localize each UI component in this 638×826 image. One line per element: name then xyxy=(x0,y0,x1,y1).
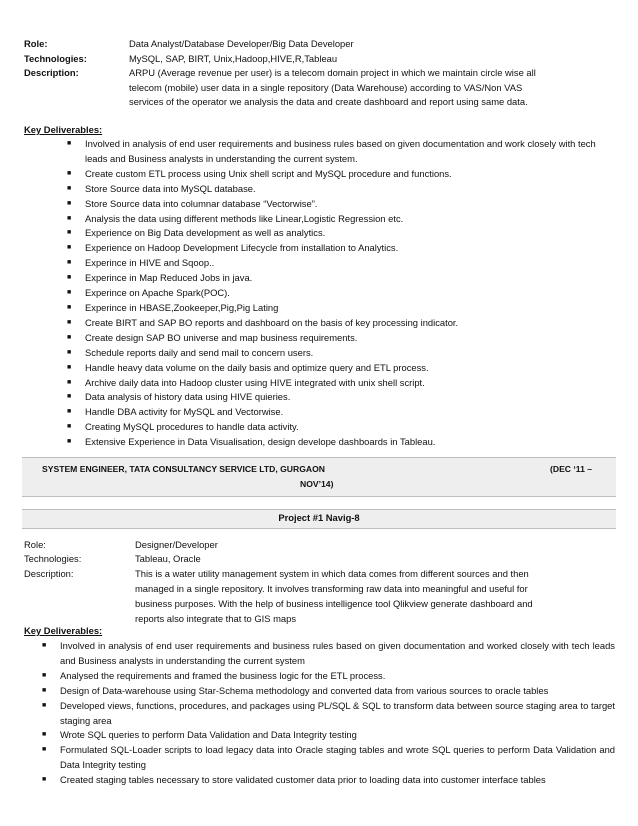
list-item: ■ Involved in analysis of end user requirements and business rules based on given documentation and work closely with tech leads and Business analysts in understanding the current system. xyxy=(67,138,596,164)
bullet-icon: ■ xyxy=(42,731,47,739)
bullet-icon: ■ xyxy=(67,140,72,147)
employment-title: SYSTEM ENGINEER, TATA CONSULTANCY SERVICE LTD, GURGAON xyxy=(42,464,325,474)
list-item: ■ Extensive Experience in Data Visualisation, design develope dashboards in Tableau. xyxy=(85,435,617,450)
list-item: ■ Data analysis of history data using HIVE quieries. xyxy=(85,390,617,405)
employment-date-end: NOV’14) xyxy=(300,479,334,489)
employment-date-start: (DEC ‘11 – xyxy=(550,464,593,474)
bullet-icon: ■ xyxy=(67,363,72,371)
list-item: ■ Experience on Big Data development as well as analytics. xyxy=(85,226,617,241)
bullet-icon: ■ xyxy=(67,303,72,311)
list-item: ■ Schedule reports daily and send mail to concern users. xyxy=(85,346,617,361)
role-value: Data Analyst/Database Developer/Big Data Developer xyxy=(129,38,354,49)
list-item: ■ Store Source data into columnar database “Vectorwise”. xyxy=(85,197,617,212)
description-block xyxy=(135,567,615,627)
technologies-label: Technologies: xyxy=(24,553,82,564)
bullet-icon: ■ xyxy=(42,686,47,694)
role-value: Designer/Developer xyxy=(135,539,218,550)
list-item: ■ Experince in HIVE and Sqoop.. xyxy=(85,256,617,271)
bullet-icon: ■ xyxy=(67,274,72,282)
key-deliverables-heading: Key Deliverables: xyxy=(24,124,103,135)
list-item: ■ Wrote SQL queries to perform Data Validation and Data Integrity testing xyxy=(60,728,615,743)
bullet-icon: ■ xyxy=(67,408,72,416)
key-deliverables-heading: Key Deliverables: xyxy=(24,625,103,636)
bullet-icon: ■ xyxy=(67,393,72,401)
bullet-icon: ■ xyxy=(67,259,72,267)
bullet-icon: ■ xyxy=(42,746,47,754)
description-line: ARPU (Average revenue per user) is a telecom domain project in which we maintain circle wise all xyxy=(129,67,536,78)
list-item: ■ Store Source data into MySQL database. xyxy=(85,182,617,197)
list-item: ■ Experince in HBASE,Zookeeper,Pig,Pig Lating xyxy=(85,301,617,316)
deliverables-list xyxy=(67,137,617,450)
description-line: services of the operator we analysis the data and create dashboard and report using same data. xyxy=(129,96,528,107)
list-item: ■ Handle heavy data volume on the daily basis and optimize query and ETL process. xyxy=(85,361,617,376)
bullet-icon: ■ xyxy=(67,438,72,446)
list-item: ■ Formulated SQL-Loader scripts to load legacy data into Oracle staging tables and wrote SQL queries to perform Data Validation and Data Integrity testing xyxy=(42,744,615,771)
technologies-value: MySQL, SAP, BIRT, Unix,Hadoop,HIVE,R,Tableau xyxy=(129,53,338,64)
role-label: Role: xyxy=(24,539,46,550)
description-label: Description: xyxy=(24,568,74,579)
bullet-icon: ■ xyxy=(67,214,72,222)
deliverables-list xyxy=(42,639,615,788)
bullet-icon: ■ xyxy=(67,229,72,237)
bullet-icon: ■ xyxy=(67,348,72,356)
bullet-icon: ■ xyxy=(42,701,47,709)
employment-band xyxy=(22,457,616,497)
description-line: telecom (mobile) user data in a single repository (Data Warehouse) according to VAS/Non VAS xyxy=(129,82,523,93)
description-label: Description: xyxy=(24,67,79,78)
project-title: Project #1 Navig-8 xyxy=(278,512,360,523)
bullet-icon: ■ xyxy=(42,642,47,649)
list-item: ■ Archive daily data into Hadoop cluster using HIVE integrated with unix shell script. xyxy=(85,376,617,391)
list-item: ■ Analysed the requirements and framed the business logic for the ETL process. xyxy=(60,669,615,684)
list-item: ■ Involved in analysis of end user requirements and business rules based on given documentation and worked closely with tech leads and Business analysts in understanding the current system xyxy=(42,640,615,666)
technologies-value: Tableau, Oracle xyxy=(135,553,201,564)
list-item: ■ Create BIRT and SAP BO reports and dashboard on the basis of key processing indicator. xyxy=(85,316,617,331)
bullet-icon: ■ xyxy=(67,289,72,297)
bullet-icon: ■ xyxy=(67,169,72,177)
bullet-icon: ■ xyxy=(67,318,72,326)
description-line: business purposes. With the help of business intelligence tool Qlikview generate dashboard and xyxy=(135,597,533,609)
technologies-label: Technologies: xyxy=(24,53,87,64)
bullet-icon: ■ xyxy=(67,199,72,207)
list-item: ■ Experince in Map Reduced Jobs in java. xyxy=(85,271,617,286)
list-item: ■ Create design SAP BO universe and map business requirements. xyxy=(85,331,617,346)
bullet-icon: ■ xyxy=(67,184,72,192)
bullet-icon: ■ xyxy=(42,671,47,679)
list-item: ■ Design of Data-warehouse using Star-Schema methodology and converted data from various sources to oracle tables xyxy=(60,684,615,699)
role-label: Role: xyxy=(24,38,48,49)
description-line: This is a water utility management system in which data comes from different sources and then xyxy=(135,568,529,579)
list-item: ■ Handle DBA activity for MySQL and Vectorwise. xyxy=(85,405,617,420)
bullet-icon: ■ xyxy=(67,244,72,252)
description-line: reports also integrate that to GIS maps xyxy=(135,612,297,624)
bullet-icon: ■ xyxy=(67,378,72,386)
list-item: ■ Experince on Apache Spark(POC). xyxy=(85,286,617,301)
list-item: ■ Analysis the data using different methods like Linear,Logistic Regression etc. xyxy=(85,212,617,227)
bullet-icon: ■ xyxy=(67,333,72,341)
project-title-band xyxy=(22,509,616,529)
list-item: ■ Experience on Hadoop Development Lifecycle from installation to Analytics. xyxy=(85,241,617,256)
bullet-icon: ■ xyxy=(67,423,72,431)
list-item: ■ Developed views, functions, procedures, and packages using PL/SQL & SQL to transform data between source staging area to target staging area xyxy=(42,699,615,726)
list-item: ■ Create custom ETL process using Unix shell script and MySQL procedure and functions. xyxy=(85,167,617,182)
list-item: ■ Creating MySQL procedures to handle data activity. xyxy=(85,420,617,435)
bullet-icon: ■ xyxy=(42,776,47,784)
description-line: managed in a single repository. It involves transforming raw data into meaningful and useful for xyxy=(135,582,528,594)
list-item: ■ Created staging tables necessary to store validated customer data prior to loading data into customer interface tables xyxy=(60,773,615,788)
